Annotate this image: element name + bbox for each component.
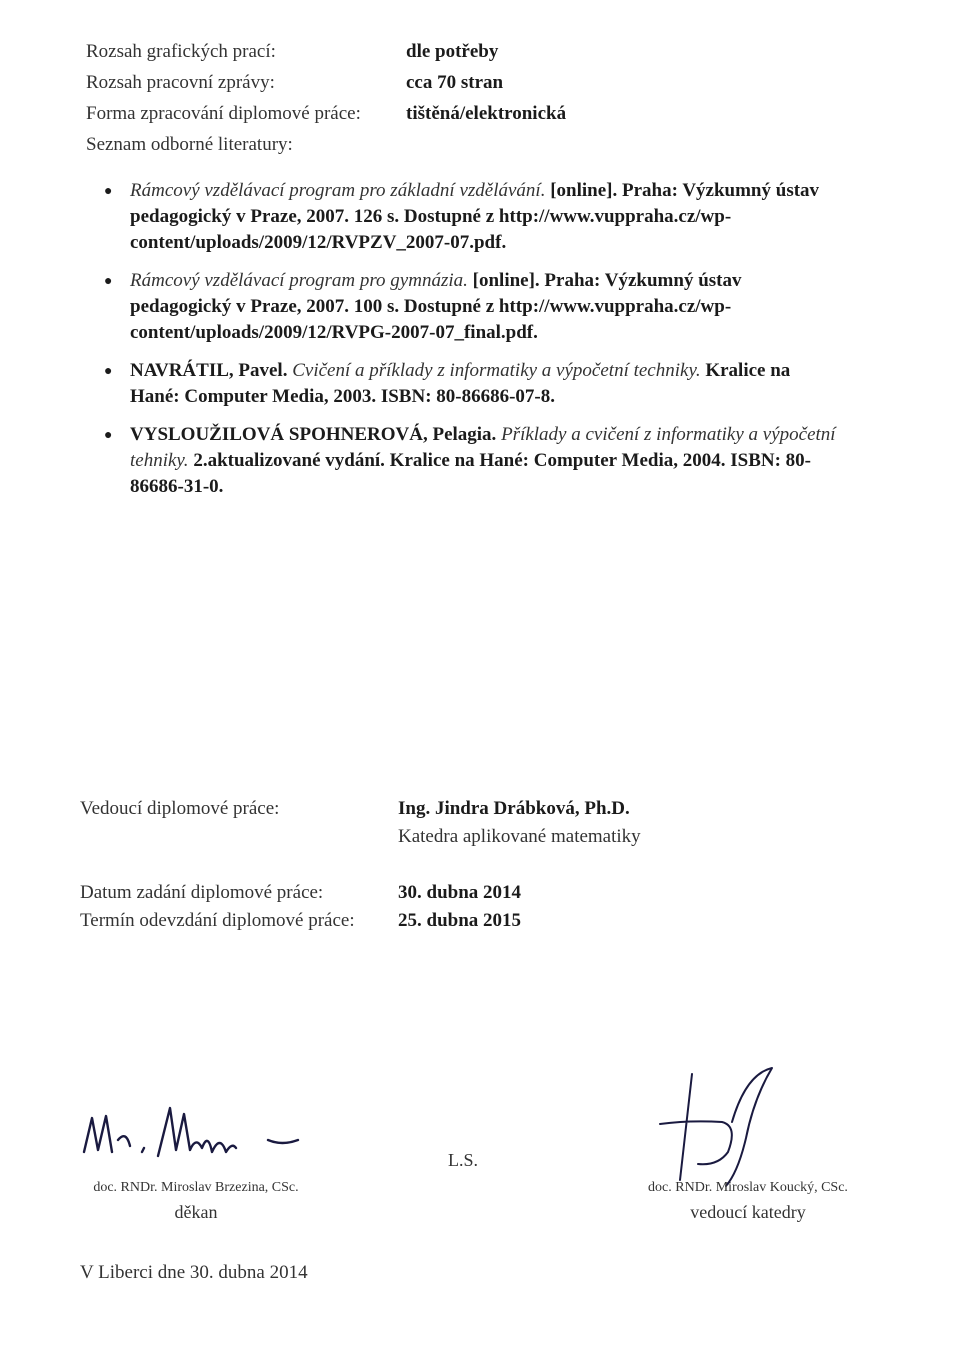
meta-row — [86, 67, 566, 98]
place-date: V Liberci dne 30. dubna 2014 — [80, 1262, 308, 1283]
meta-row — [86, 129, 566, 160]
assignment-date-value: 30. dubna 2014 — [398, 882, 522, 903]
supervisor-name: Ing. Jindra Drábková, Ph.D. — [398, 798, 630, 819]
dean-name: doc. RNDr. Miroslav Brzezina, CSc. — [93, 1180, 299, 1195]
head-signature-block — [628, 1180, 868, 1223]
meta-value: cca 70 stran — [406, 71, 504, 93]
dean-signature — [72, 1080, 352, 1180]
meta-label: Rozsah pracovní zprávy: — [86, 71, 275, 93]
ref-author: NAVRÁTIL, Pavel. — [130, 360, 288, 381]
list-item — [104, 268, 844, 346]
assignment-date-label: Datum zadání diplomové práce: — [80, 882, 324, 903]
meta-row — [86, 98, 566, 129]
head-signature — [620, 1062, 840, 1192]
list-item — [104, 358, 844, 410]
ref-details: Kralice na Hané: Computer Media, 2003. ISBN: 80-86686-07-8. — [130, 360, 791, 407]
bullet-icon: ● — [104, 184, 113, 199]
ref-title: Rámcový vzdělávací program pro základní vzdělávání. — [130, 180, 546, 201]
list-item — [104, 178, 844, 256]
dean-role: děkan — [174, 1202, 218, 1222]
ref-title: Cvičení a příklady z informatiky a výpočetní techniky. — [287, 360, 701, 381]
thesis-meta — [86, 36, 566, 160]
bullet-icon: ● — [104, 364, 113, 379]
bullet-icon: ● — [104, 428, 113, 443]
ref-details: 2.aktualizované vydání. Kralice na Hané: Computer Media, 2004. ISBN: 80-86686-31-0. — [130, 450, 811, 497]
meta-label: Seznam odborné literatury: — [86, 133, 293, 155]
bullet-icon: ● — [104, 274, 113, 289]
ref-details: [online]. Praha: Výzkumný ústav pedagogický v Praze, 2007. 126 s. Dostupné z http://www.vuppraha.cz/wp-content/uploads/2009/12/RVPZV_2007-07.pdf. — [130, 180, 820, 253]
supervisor-label: Vedoucí diplomové práce: — [80, 798, 280, 819]
ref-details: [online]. Praha: Výzkumný ústav pedagogický v Praze, 2007. 100 s. Dostupné z http://www.vuppraha.cz/wp-content/uploads/2009/12/RVPG-2007-07_final.pdf. — [130, 270, 742, 343]
head-name: doc. RNDr. Miroslav Koucký, CSc. — [648, 1180, 848, 1195]
list-item — [104, 422, 844, 500]
reference-list — [104, 178, 844, 512]
meta-value: dle potřeby — [406, 40, 499, 62]
seal-placeholder: L.S. — [448, 1150, 479, 1170]
submission-date-label: Termín odevzdání diplomové práce: — [80, 910, 355, 931]
ref-title: Rámcový vzdělávací program pro gymnázia. — [130, 270, 468, 291]
submission-date-value: 25. dubna 2015 — [398, 910, 522, 931]
meta-row — [86, 36, 566, 67]
head-role: vedoucí katedry — [690, 1202, 806, 1222]
meta-value: tištěná/elektronická — [406, 102, 567, 124]
supervisor-department: Katedra aplikované matematiky — [398, 826, 641, 847]
ref-author: VYSLOUŽILOVÁ SPOHNEROVÁ, Pelagia. — [130, 424, 497, 445]
dean-signature-block — [76, 1180, 316, 1223]
meta-label: Forma zpracování diplomové práce: — [86, 102, 361, 124]
meta-label: Rozsah grafických prací: — [86, 40, 276, 62]
ref-title: Příklady a cvičení z informatiky a výpočetní tehniky. — [130, 424, 836, 471]
